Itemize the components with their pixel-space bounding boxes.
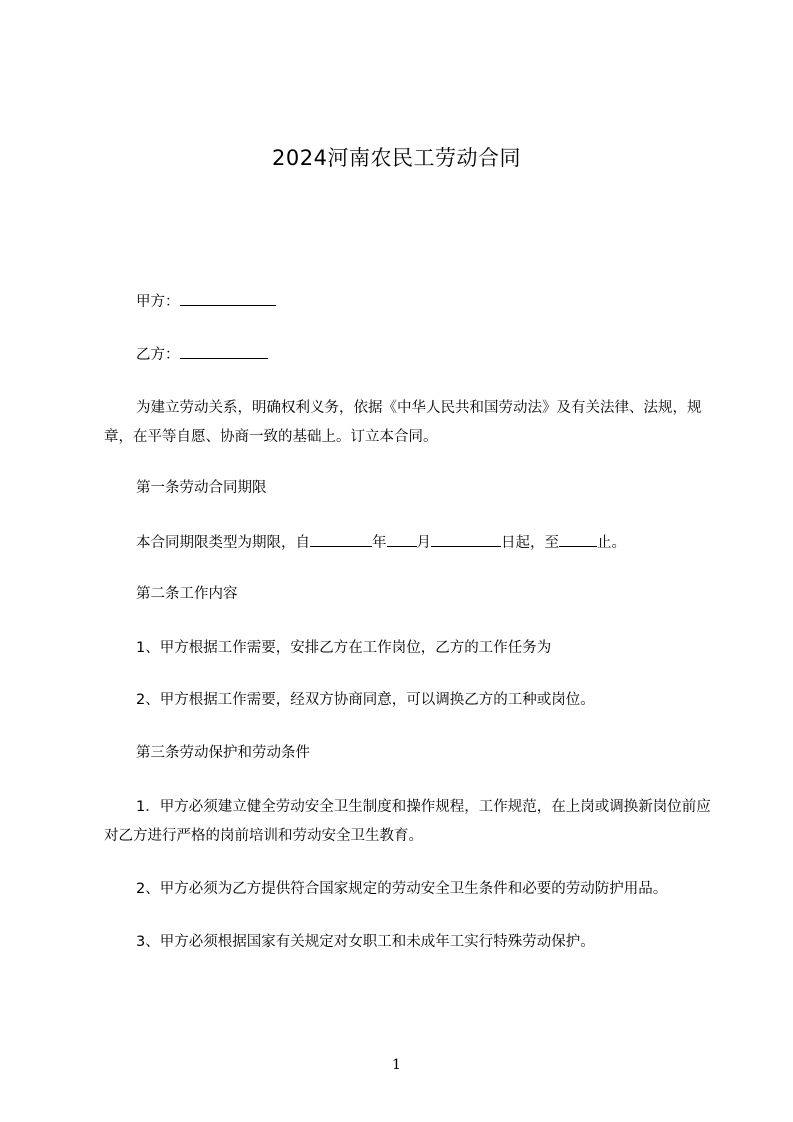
page-number: 1 <box>392 1057 401 1073</box>
article1-month-label: 月 <box>416 535 431 551</box>
document-title: 2024河南农民工劳动合同 <box>272 146 521 170</box>
article1-year-label: 年 <box>372 535 387 551</box>
article2-item-2: 2、甲方根据工作需要，经双方协商同意，可以调换乙方的工种或岗位。 <box>136 692 595 708</box>
party-a-label: 甲方： <box>136 294 180 310</box>
article1-heading: 第一条劳动合同期限 <box>136 480 267 496</box>
party-b-line <box>136 344 268 365</box>
article3-heading: 第三条劳动保护和劳动条件 <box>136 745 310 761</box>
start-year-blank <box>310 532 372 547</box>
preamble-paragraph: 为建立劳动关系，明确权利义务，依据《中华人民共和国劳动法》及有关法律、法规，规章，在平等自愿、协商一致的基础上。订立本合同。 <box>104 400 702 445</box>
end-date-blank <box>559 532 597 547</box>
article3-item-3: 3、甲方必须根据国家有关规定对女职工和未成年工实行特殊劳动保护。 <box>136 934 595 950</box>
start-month-blank <box>387 532 417 547</box>
article3-item-2: 2、甲方必须为乙方提供符合国家规定的劳动安全卫生条件和必要的劳动防护用品。 <box>136 881 668 897</box>
article1-term-line <box>136 532 626 553</box>
start-day-blank <box>431 532 501 547</box>
party-b-blank <box>180 344 268 359</box>
article1-end-label: 止。 <box>597 535 626 551</box>
article2-item-1: 1、甲方根据工作需要，安排乙方在工作岗位，乙方的工作任务为 <box>136 640 552 656</box>
article1-day-from-label: 日起，至 <box>501 535 559 551</box>
party-a-blank <box>180 291 276 306</box>
article1-text-prefix: 本合同期限类型为期限，自 <box>136 535 310 551</box>
article2-heading: 第二条工作内容 <box>136 586 238 602</box>
party-b-label: 乙方： <box>136 347 180 363</box>
party-a-line <box>136 291 276 312</box>
article3-item-1: 1．甲方必须建立健全劳动安全卫生制度和操作规程，工作规范，在上岗或调换新岗位前应对乙方进行严格的岗前培训和劳动安全卫生教育。 <box>104 799 711 844</box>
